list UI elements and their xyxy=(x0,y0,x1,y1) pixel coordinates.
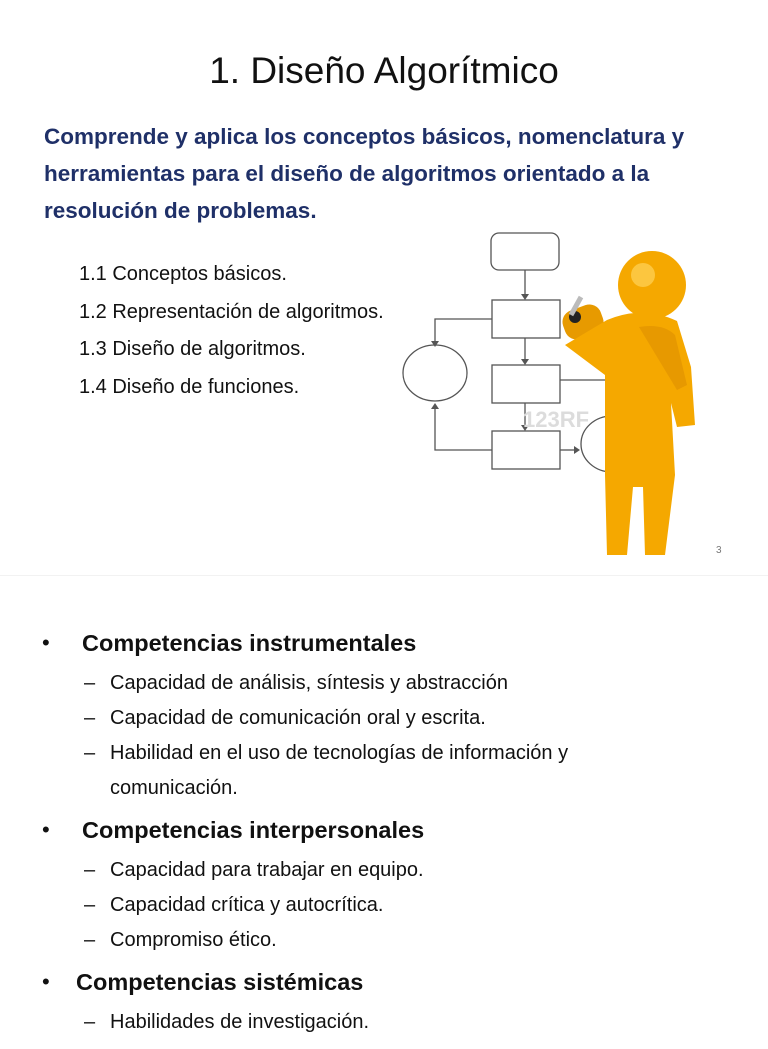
competency-section xyxy=(0,967,768,1040)
competency-section xyxy=(0,815,768,958)
bullet-icon: • xyxy=(42,817,50,842)
flowchart-process-shape xyxy=(492,300,560,338)
topic-item: 1.3 Diseño de algoritmos. xyxy=(79,338,306,360)
topic-list xyxy=(79,256,384,406)
list-item: – Capacidad crítica y autocrítica. xyxy=(0,888,768,923)
list-item: – Capacidad de análisis, síntesis y abstracción xyxy=(0,666,768,701)
dash-icon: – xyxy=(84,894,96,916)
topic-item: 1.4 Diseño de funciones. xyxy=(79,375,300,398)
list-item: – Compromiso ético. xyxy=(0,923,768,958)
flowchart-start-shape xyxy=(491,233,559,270)
topic-item: 1.1 Conceptos básicos. xyxy=(79,263,287,285)
list-item: – Capacidad de comunicación oral y escrita. xyxy=(0,701,768,736)
dash-icon: – xyxy=(84,859,96,881)
page-number: 3 xyxy=(716,545,722,556)
watermark-text: 123RF xyxy=(523,407,590,432)
section-title: Competencias instrumentales xyxy=(82,630,417,656)
dash-icon: – xyxy=(84,742,96,764)
slide-title: 1. Diseño Algorítmico xyxy=(209,50,559,91)
list-item: – Habilidad en el uso de tecnologías de información y comunicación. xyxy=(0,736,768,806)
flowchart-process-shape xyxy=(492,431,560,469)
bullet-icon: • xyxy=(42,630,50,655)
slide-subtitle: Comprende y aplica los conceptos básicos, nomenclatura y herramientas para el diseño de algoritmos orientado a la resolución de problemas. xyxy=(44,124,685,223)
dash-icon: – xyxy=(84,1011,96,1033)
dash-icon: – xyxy=(84,707,96,729)
section-title: Competencias sistémicas xyxy=(76,969,364,995)
dash-icon: – xyxy=(84,672,96,694)
list-item: – Habilidades de investigación. xyxy=(0,1005,768,1040)
bullet-icon: • xyxy=(42,969,50,994)
page-divider xyxy=(0,575,768,576)
flowchart-figure-illustration xyxy=(395,225,710,570)
section-title: Competencias interpersonales xyxy=(82,817,425,843)
dash-icon: – xyxy=(84,929,96,951)
competencies-outline xyxy=(0,628,768,1049)
flowchart-connector-circle xyxy=(403,345,467,401)
competency-section xyxy=(0,628,768,806)
flowchart-process-shape xyxy=(492,365,560,403)
yellow-figure-icon xyxy=(559,251,695,555)
list-item: – Capacidad para trabajar en equipo. xyxy=(0,853,768,888)
topic-item: 1.2 Representación de algoritmos. xyxy=(79,300,384,323)
